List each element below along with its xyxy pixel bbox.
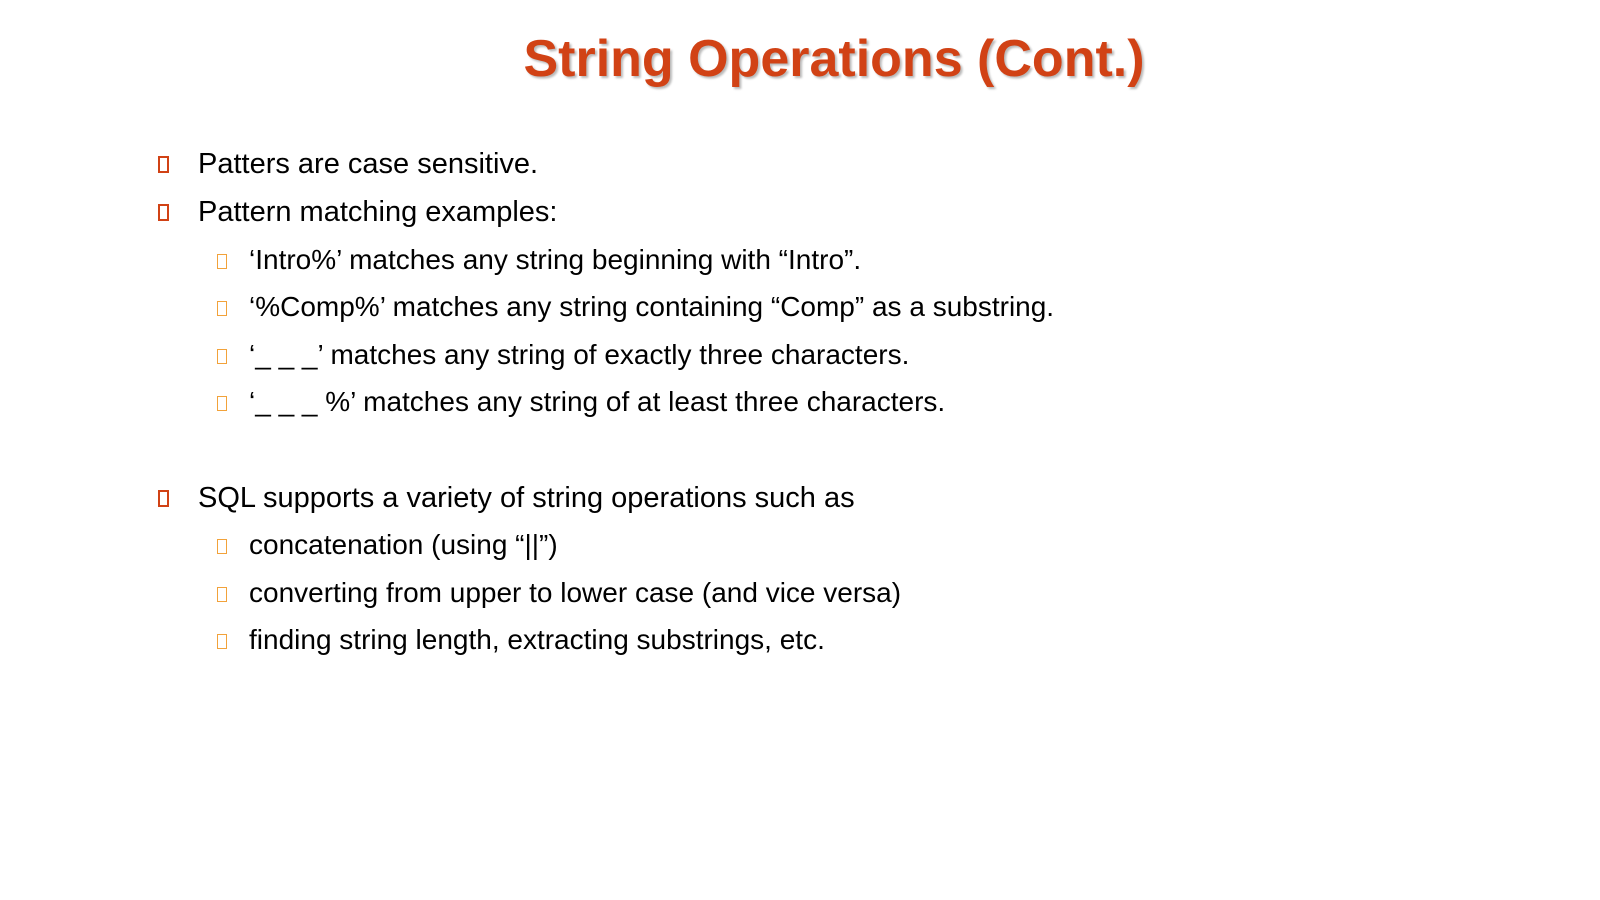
- sub-bullet-text: ‘_ _ _’ matches any string of exactly three characters.: [249, 339, 910, 370]
- square-bullet-icon: [217, 349, 227, 364]
- bullet-item: [0, 144, 1400, 184]
- sub-bullet-text: concatenation (using “||”): [249, 529, 558, 560]
- sub-bullet-text: ‘%Comp%’ matches any string containing “Comp” as a substring.: [249, 291, 1055, 322]
- sub-bullet-item: [0, 525, 1400, 565]
- square-bullet-icon: [158, 204, 169, 221]
- sub-bullet-item: [0, 573, 1400, 613]
- sub-bullet-text: finding string length, extracting substrings, etc.: [249, 624, 825, 655]
- bullet-item: [0, 478, 1400, 518]
- sub-bullet-item: [0, 620, 1400, 660]
- bullet-text: Patters are case sensitive.: [198, 148, 539, 180]
- sub-bullet-text: ‘Intro%’ matches any string beginning with “Intro”.: [249, 244, 862, 275]
- sub-bullet-item: [0, 240, 1400, 280]
- sub-bullet-text: converting from upper to lower case (and vice versa): [249, 577, 902, 608]
- square-bullet-icon: [217, 634, 227, 649]
- sub-bullet-text: ‘_ _ _ %’ matches any string of at least three characters.: [249, 386, 946, 417]
- sub-bullet-item: [0, 382, 1400, 422]
- bullet-text: Pattern matching examples:: [198, 196, 558, 228]
- slide-title: String Operations (Cont.): [523, 30, 1145, 88]
- bullet-text: SQL supports a variety of string operations such as: [198, 482, 855, 514]
- bullet-item: [0, 192, 1400, 232]
- square-bullet-icon: [217, 301, 227, 316]
- square-bullet-icon: [217, 396, 227, 411]
- square-bullet-icon: [217, 587, 227, 602]
- sub-bullet-item: [0, 287, 1400, 327]
- square-bullet-icon: [217, 539, 227, 554]
- sub-bullet-item: [0, 335, 1400, 375]
- square-bullet-icon: [217, 254, 227, 269]
- square-bullet-icon: [158, 490, 169, 507]
- square-bullet-icon: [158, 156, 169, 173]
